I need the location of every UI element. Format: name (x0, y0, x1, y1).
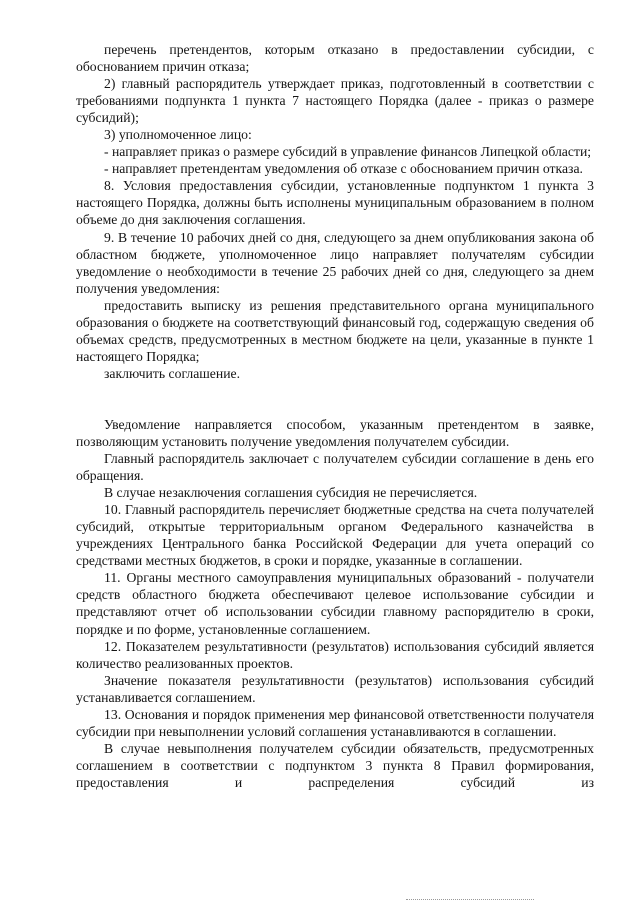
paragraph-conclude-agreement: заключить соглашение. (104, 365, 241, 381)
footer-dotted-rule (406, 899, 534, 900)
paragraph-item-8: 8. Условия предоставления субсидии, установленные подпунктом 1 пункта 3 настоящего Порядка, должны быть исполнены муниципальным образованием в полном объеме до дня заключения соглашения. (76, 178, 594, 228)
paragraph-order-approval: 2) главный распорядитель утверждает приказ, подготовленный в соответствии с требованиями подпункта 1 пункта 7 настоящего Порядка (далее - приказ о размере субсидий); (76, 76, 594, 126)
blank-gap (76, 382, 594, 416)
paragraph-item-10: 10. Главный распорядитель перечисляет бюджетные средства на счета получателей субсидий, открытые территориальным органом Федерального казначейства в учреждениях Центрального банка Российской Федерации для учета операций со средствами местных бюджетов, в сроки и порядке, указанные в соглашении. (76, 502, 594, 569)
paragraph-authorized-person: 3) уполномоченное лицо: (104, 127, 252, 143)
paragraph-item-11: 11. Органы местного самоуправления муниципальных образований - получатели средств областного бюджета обеспечивают целевое использование субсидии и представляют отчет об использовании субсидии главному распорядителю в сроки, порядке и по форме, установленные соглашением. (76, 570, 594, 637)
paragraph-provide-extract: предоставить выписку из решения представительного органа муниципального образования о бюджете на соответствующий финансовый год, содержащую сведения об объемах средств, предусмотренных в местном бюджете на цели, указанные в пункте 1 настоящего Порядка; (76, 297, 594, 364)
document-body (76, 41, 594, 791)
paragraph-item-12: 12. Показателем результативности (результатов) использования субсидий является количество реализованных проектов. (76, 638, 594, 671)
paragraph-indicator-value: Значение показателя результативности (результатов) использования субсидий устанавливается соглашением. (76, 672, 594, 705)
paragraph-no-transfer: В случае незаключения соглашения субсидия не перечисляется. (104, 485, 478, 501)
paragraph-noncompliance: В случае невыполнения получателем субсидии обязательств, предусмотренных соглашением в соответствии с подпунктом 3 пункта 8 Правил формирования, предоставления и распределения субсидий из (76, 740, 594, 790)
paragraph-send-order: - направляет приказ о размере субсидий в управление финансов Липецкой области; (104, 144, 592, 160)
paragraph-agreement-day: Главный распорядитель заключает с получателем субсидии соглашение в день его обращения. (76, 451, 594, 484)
paragraph-item-13: 13. Основания и порядок применения мер финансовой ответственности получателя субсидии при невыполнении условий соглашения устанавливаются в соглашении. (76, 706, 594, 739)
paragraph-item-9: 9. В течение 10 рабочих дней со дня, следующего за днем опубликования закона об областном бюджете, уполномоченное лицо направляет получателям субсидии уведомление о необходимости в течение 25 рабочих дней со дня, следующего за днем получения уведомления: (76, 229, 594, 296)
paragraph-send-refusals: - направляет претендентам уведомления об отказе с обоснованием причин отказа. (104, 161, 583, 177)
paragraph-refusal-list: перечень претендентов, которым отказано в предоставлении субсидии, с обоснованием причин отказа; (76, 42, 594, 75)
paragraph-notification-method: Уведомление направляется способом, указанным претендентом в заявке, позволяющим установить получение уведомления получателем субсидии. (76, 416, 594, 449)
